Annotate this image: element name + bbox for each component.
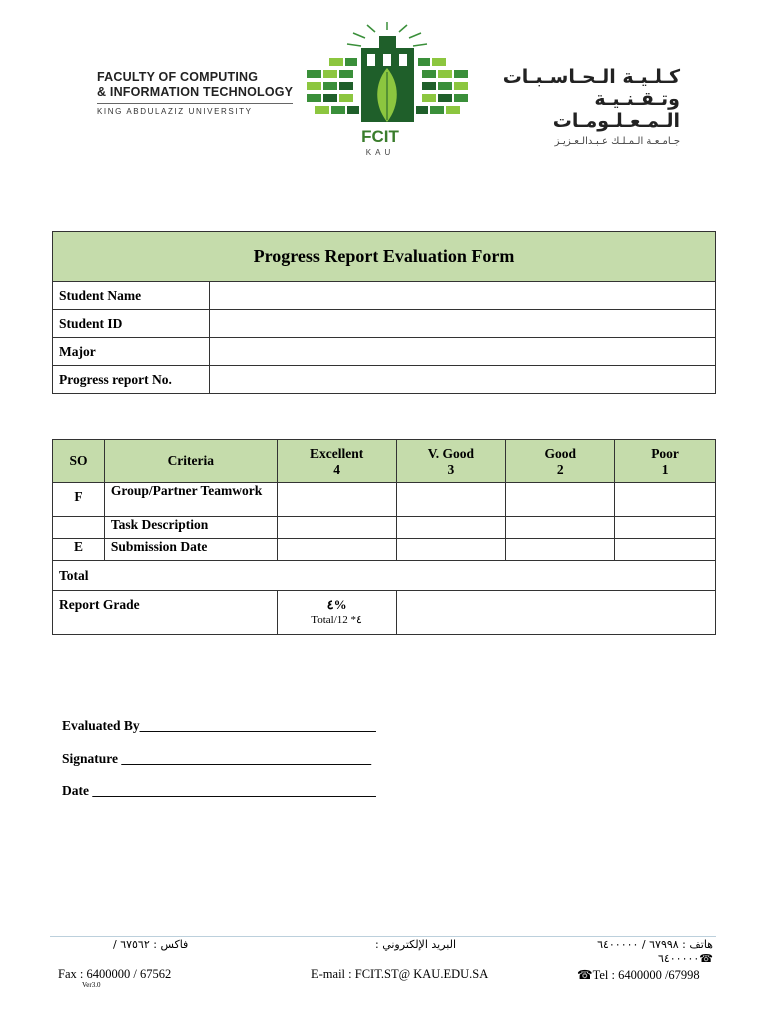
date-line[interactable]: Date __________________________________________ [62,783,376,798]
email-english: E-mail : FCIT.ST@ KAU.EDU.SA [311,967,489,981]
table-row [53,517,716,539]
logo-divider [97,103,293,104]
table-row [53,539,716,561]
grade-percent: ٤% [326,597,347,612]
total-row [53,561,716,591]
report-grade-row [53,591,716,635]
so-header: SO [53,440,105,483]
arabic-university-name: جـامـعـة الـمـلـك عـبـدالـعـزيـز [554,136,680,147]
report-grade-value [277,591,396,635]
poor-score: 1 [661,462,669,477]
student-name-field[interactable] [210,282,716,310]
criteria-cell: Task Description [104,517,277,539]
arabic-logo [470,66,680,147]
so-cell: E [53,539,105,561]
tel-arabic-line2: ☎٦٤٠٠٠٠٠ [657,952,713,965]
student-id-field[interactable] [210,310,716,338]
rating-cell-poor[interactable] [615,539,716,561]
so-cell [53,517,105,539]
tel-arabic-line1: هاتف : ٦٧٩٩٨ / ٦٤٠٠٠٠٠ [597,938,713,951]
rating-cell-excellent[interactable] [277,483,396,517]
student-id-row [53,310,716,338]
fax-english: Fax : 6400000 / 67562 [58,967,172,981]
english-logo [97,70,297,116]
emblem-fcit-text: FCIT [361,127,399,146]
criteria-header: Criteria [104,440,277,483]
progress-report-no-field[interactable] [210,366,716,394]
tel-english: ☎Tel : 6400000 /67998 [577,968,700,982]
faculty-name-line1: FACULTY OF COMPUTING [97,70,259,84]
progress-report-no-label: Progress report No. [53,366,210,394]
grade-formula: Total/12 *٤ [311,614,362,626]
evaluation-table [52,439,716,635]
version-label: Ver3.0 [82,981,101,989]
report-grade-entry[interactable] [396,591,715,635]
vgood-label: V. Good [427,446,475,461]
poor-header [615,440,716,483]
fax-arabic: فاكس : ٦٧٥٦٢ / [113,938,189,951]
total-label: Total [53,561,716,591]
rating-cell-good[interactable] [506,539,615,561]
arabic-faculty-line1: كـلـيـة الـحـاسـبـات [502,66,680,88]
rating-cell-vgood[interactable] [396,517,506,539]
so-cell: F [53,483,105,517]
vgood-header [396,440,506,483]
poor-label: Poor [651,446,679,461]
table-row [53,483,716,517]
rating-cell-vgood[interactable] [396,483,506,517]
major-field[interactable] [210,338,716,366]
footer-divider [50,936,716,937]
rating-cell-excellent[interactable] [277,517,396,539]
faculty-name-line2: & INFORMATION TECHNOLOGY [97,85,294,99]
vgood-score: 3 [447,462,455,477]
signature-line[interactable]: Signature _____________________________________ [62,751,372,766]
arabic-faculty-line2: وتـقـنـيـة الـمـعـلـومـات [552,88,680,132]
university-name: KING ABDULAZIZ UNIVERSITY [97,107,253,116]
good-score: 2 [556,462,564,477]
email-arabic: البريد الإلكتروني : [375,938,457,951]
student-name-label: Student Name [53,282,210,310]
excellent-score: 4 [333,462,340,477]
criteria-cell: Submission Date [104,539,277,561]
excellent-label: Excellent [309,446,364,461]
rating-cell-vgood[interactable] [396,539,506,561]
rating-cell-good[interactable] [506,483,615,517]
criteria-cell: Group/Partner Teamwork [104,483,277,517]
student-id-label: Student ID [53,310,210,338]
good-header [506,440,615,483]
major-row [53,338,716,366]
excellent-header [277,440,396,483]
rating-cell-poor[interactable] [615,517,716,539]
evaluated-by-line[interactable]: Evaluated By___________________________________ [62,718,376,733]
form-title: Progress Report Evaluation Form [53,232,716,282]
rating-cell-excellent[interactable] [277,539,396,561]
rating-cell-good[interactable] [506,517,615,539]
report-grade-label: Report Grade [53,591,278,635]
evaluation-header-row [53,440,716,483]
student-info-table [52,231,716,394]
progress-report-no-row [53,366,716,394]
major-label: Major [53,338,210,366]
emblem-kau-text: KAU [365,148,395,157]
good-label: Good [544,446,576,461]
rating-cell-poor[interactable] [615,483,716,517]
student-name-row [53,282,716,310]
